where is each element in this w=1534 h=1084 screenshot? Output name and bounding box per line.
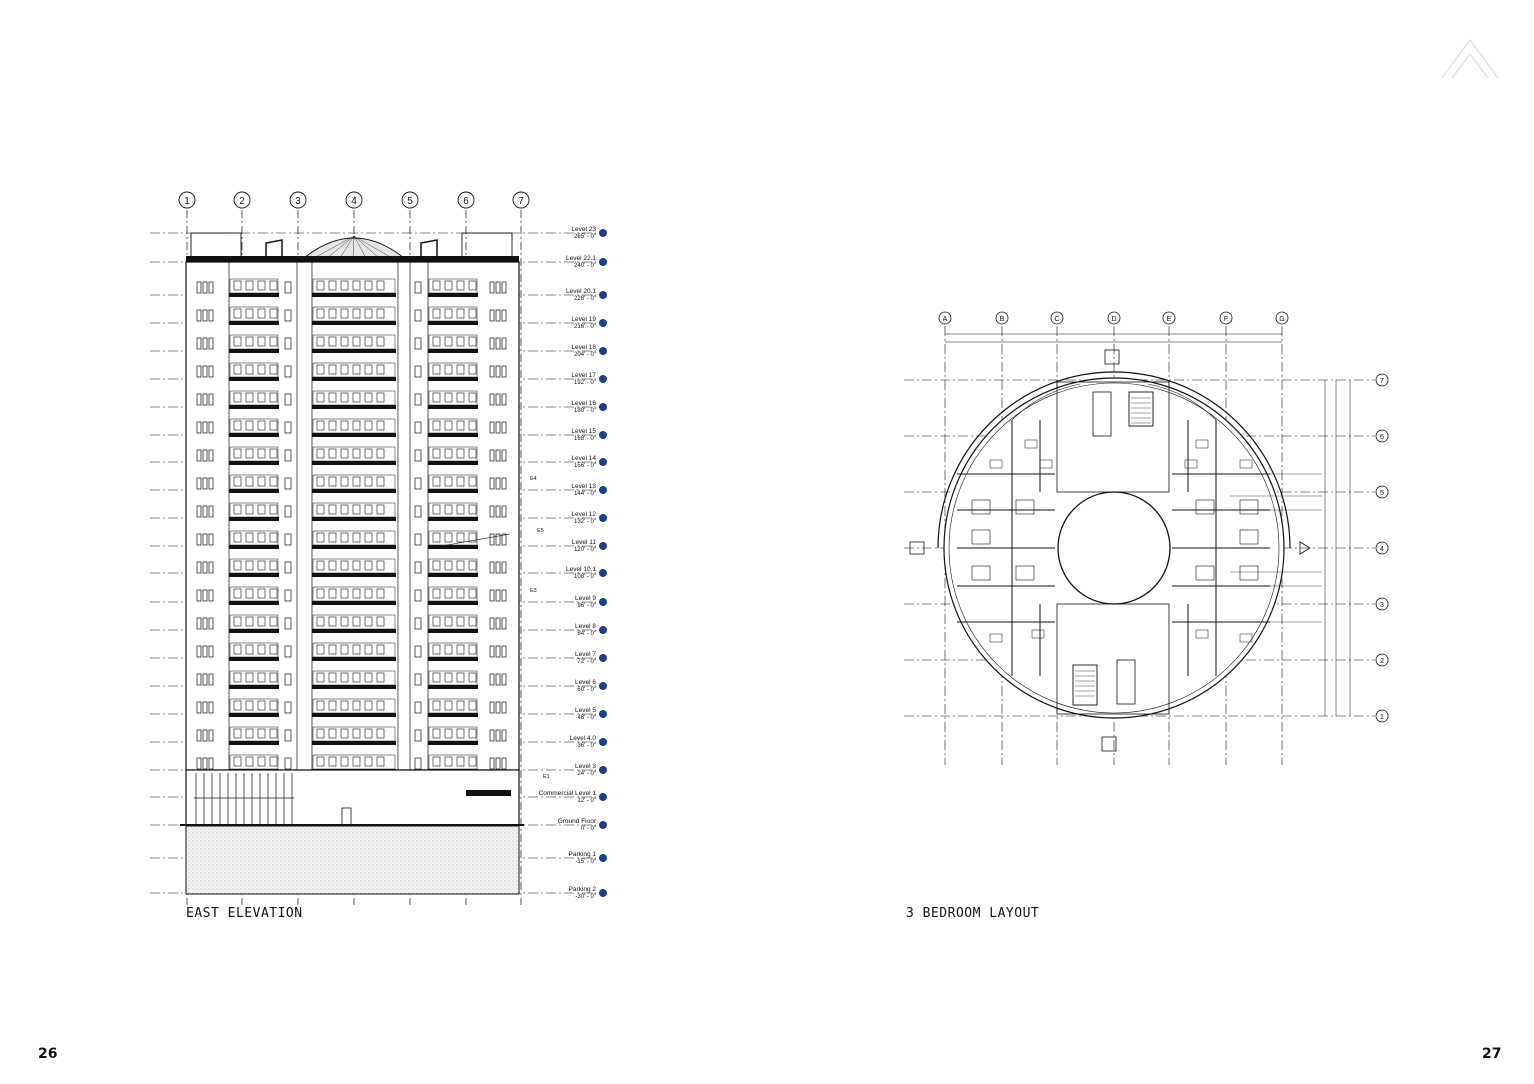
plan-row-label: 3 [1380, 602, 1384, 609]
elevation-grid-label: 1 [184, 196, 190, 207]
level-name: Level 4.0 [569, 735, 596, 742]
roof-dome [304, 238, 404, 258]
roof-parapet [191, 233, 241, 258]
level-name: Level 18 [571, 344, 596, 351]
balcony-slab [312, 321, 396, 325]
level-marker-icon [599, 347, 607, 355]
level-marker-icon [599, 654, 607, 662]
level-name: Level 23 [571, 226, 596, 233]
level-value: 0' - 0" [580, 826, 596, 832]
level-name: Level 14 [571, 455, 596, 462]
level-marker-icon [599, 738, 607, 746]
level-marker-icon [599, 569, 607, 577]
balcony-slab [229, 489, 279, 493]
balcony-slab [229, 321, 279, 325]
level-marker-icon [599, 458, 607, 466]
balcony-slab [428, 461, 478, 465]
balcony-slab [312, 405, 396, 409]
plan-column-label: C [1054, 316, 1060, 323]
roof-hatch [266, 240, 282, 258]
balcony-slab [312, 293, 396, 297]
level-marker-icon [599, 598, 607, 606]
elevation-tag: E1 [543, 774, 550, 780]
level-name: Level 10.1 [566, 566, 596, 573]
roof-slab [186, 256, 519, 262]
level-value: 144' - 0" [574, 491, 596, 497]
atrium [1058, 492, 1170, 604]
balcony-slab [428, 489, 478, 493]
level-marker-icon [599, 258, 607, 266]
level-name: Level 17 [571, 372, 596, 379]
balcony-slab [312, 349, 396, 353]
balcony-slab [428, 741, 478, 745]
entry-symbol [1105, 350, 1119, 364]
level-value: 12' - 0" [577, 798, 596, 804]
balcony-slab [312, 713, 396, 717]
level-value: 120' - 0" [574, 547, 596, 553]
balcony-slab [428, 321, 478, 325]
level-name: Level 3 [575, 763, 596, 770]
level-value: 60' - 0" [577, 687, 596, 693]
level-marker-icon [599, 291, 607, 299]
level-marker-icon [599, 542, 607, 550]
balcony-slab [428, 433, 478, 437]
balcony-slab [312, 601, 396, 605]
level-marker-icon [599, 486, 607, 494]
level-name: Ground Floor [557, 818, 596, 825]
level-value: 36' - 0" [577, 743, 596, 749]
balcony-slab [312, 461, 396, 465]
balcony-slab [229, 349, 279, 353]
logo-mark [1442, 40, 1498, 78]
level-value: 216' - 0" [574, 324, 596, 330]
level-value: 204' - 0" [574, 352, 596, 358]
balcony-slab [312, 629, 396, 633]
balcony-slab [229, 629, 279, 633]
level-value: 265' - 0" [574, 234, 596, 240]
balcony-slab [312, 377, 396, 381]
level-marker-icon [599, 403, 607, 411]
level-value: 192' - 0" [574, 380, 596, 386]
plan-row-label: 7 [1380, 378, 1384, 385]
level-value: 24' - 0" [577, 771, 596, 777]
balcony-slab [229, 573, 279, 577]
balcony-slab [229, 461, 279, 465]
level-name: Level 22.1 [566, 255, 596, 262]
balcony-slab [428, 601, 478, 605]
level-marker-icon [599, 710, 607, 718]
page-number-left: 26 [38, 1046, 58, 1062]
elevation-tag: E4 [530, 476, 537, 482]
plan-row-label: 2 [1380, 658, 1384, 665]
balcony-slab [428, 377, 478, 381]
balcony-slab [312, 489, 396, 493]
level-name: Level 19 [571, 316, 596, 323]
level-value: 96' - 0" [577, 603, 596, 609]
level-name: Level 8 [575, 623, 596, 630]
roof-hatch [421, 240, 437, 258]
balcony-slab [428, 657, 478, 661]
parking-levels [186, 826, 519, 894]
level-value: 84' - 0" [577, 631, 596, 637]
plan-column-label: A [942, 316, 948, 323]
elevation-grid-label: 4 [351, 196, 357, 207]
balcony-slab [312, 573, 396, 577]
elevation-grid-label: 2 [239, 196, 245, 207]
level-name: Level 20.1 [566, 288, 596, 295]
balcony-slab [229, 741, 279, 745]
plan-column-label: G [1279, 316, 1285, 323]
balcony-slab [312, 685, 396, 689]
balcony-slab [229, 405, 279, 409]
level-marker-icon [599, 514, 607, 522]
level-marker-icon [599, 793, 607, 801]
canopy [466, 790, 511, 796]
level-name: Parking 2 [568, 886, 596, 893]
plan-row-label: 6 [1380, 434, 1384, 441]
balcony-slab [428, 685, 478, 689]
level-marker-icon [599, 889, 607, 897]
level-name: Level 15 [571, 428, 596, 435]
level-name: Level 11 [571, 539, 596, 546]
level-marker-icon [599, 375, 607, 383]
balcony-slab [312, 545, 396, 549]
level-name: Commercial Level 1 [538, 790, 596, 797]
plan-row-label: 5 [1380, 490, 1384, 497]
elevation-grid-label: 5 [407, 196, 413, 207]
level-name: Level 7 [575, 651, 596, 658]
level-value: 48' - 0" [577, 715, 596, 721]
balcony-slab [229, 685, 279, 689]
balcony-slab [229, 517, 279, 521]
level-value: -30' - 0" [575, 894, 596, 900]
balcony-slab [229, 657, 279, 661]
level-marker-icon [599, 626, 607, 634]
level-value: 240' - 0" [574, 263, 596, 269]
level-name: Level 16 [571, 400, 596, 407]
level-marker-icon [599, 854, 607, 862]
elevation-caption: EAST ELEVATION [186, 906, 303, 921]
level-value: 180' - 0" [574, 408, 596, 414]
east-elevation-drawing [150, 192, 607, 905]
plan-column-label: F [1223, 316, 1229, 323]
elevation-tag: E3 [530, 588, 537, 594]
plan-column-label: B [999, 316, 1005, 323]
level-value: 228' - 0" [574, 296, 596, 302]
elevation-tag: E5 [537, 528, 544, 534]
floor-plan-drawing [904, 312, 1388, 765]
level-value: 168' - 0" [574, 436, 596, 442]
balcony-slab [229, 377, 279, 381]
level-name: Level 12 [571, 511, 596, 518]
level-name: Level 9 [575, 595, 596, 602]
balcony-slab [229, 293, 279, 297]
level-value: -15' - 0" [575, 859, 596, 865]
level-value: 72' - 0" [577, 659, 596, 665]
level-value: 132' - 0" [574, 519, 596, 525]
balcony-slab [428, 573, 478, 577]
level-marker-icon [599, 319, 607, 327]
balcony-slab [428, 293, 478, 297]
level-marker-icon [599, 821, 607, 829]
level-name: Level 5 [575, 707, 596, 714]
level-name: Level 13 [571, 483, 596, 490]
roof-parapet [462, 233, 512, 258]
balcony-slab [428, 517, 478, 521]
level-marker-icon [599, 766, 607, 774]
elevation-grid-label: 7 [518, 196, 524, 207]
balcony-slab [428, 349, 478, 353]
balcony-slab [428, 713, 478, 717]
level-marker-icon [599, 229, 607, 237]
level-marker-icon [599, 431, 607, 439]
balcony-slab [229, 545, 279, 549]
level-marker-icon [599, 682, 607, 690]
plan-caption: 3 BEDROOM LAYOUT [906, 906, 1040, 921]
balcony-slab [312, 657, 396, 661]
balcony-slab [428, 629, 478, 633]
balcony-slab [312, 433, 396, 437]
plan-row-label: 4 [1380, 546, 1384, 553]
elevation-grid-label: 3 [295, 196, 301, 207]
level-name: Level 6 [575, 679, 596, 686]
balcony-slab [312, 517, 396, 521]
balcony-slab [229, 601, 279, 605]
balcony-slab [229, 713, 279, 717]
plan-column-label: D [1111, 316, 1117, 323]
plan-column-label: E [1166, 316, 1172, 323]
level-value: 108' - 0" [574, 574, 596, 580]
balcony-slab [428, 405, 478, 409]
balcony-slab [312, 741, 396, 745]
elevation-grid-label: 6 [463, 196, 469, 207]
plan-row-label: 1 [1380, 714, 1384, 721]
balcony-slab [229, 433, 279, 437]
level-value: 156' - 0" [574, 463, 596, 469]
level-name: Parking 1 [568, 851, 596, 858]
page-number-right: 27 [1482, 1046, 1502, 1062]
